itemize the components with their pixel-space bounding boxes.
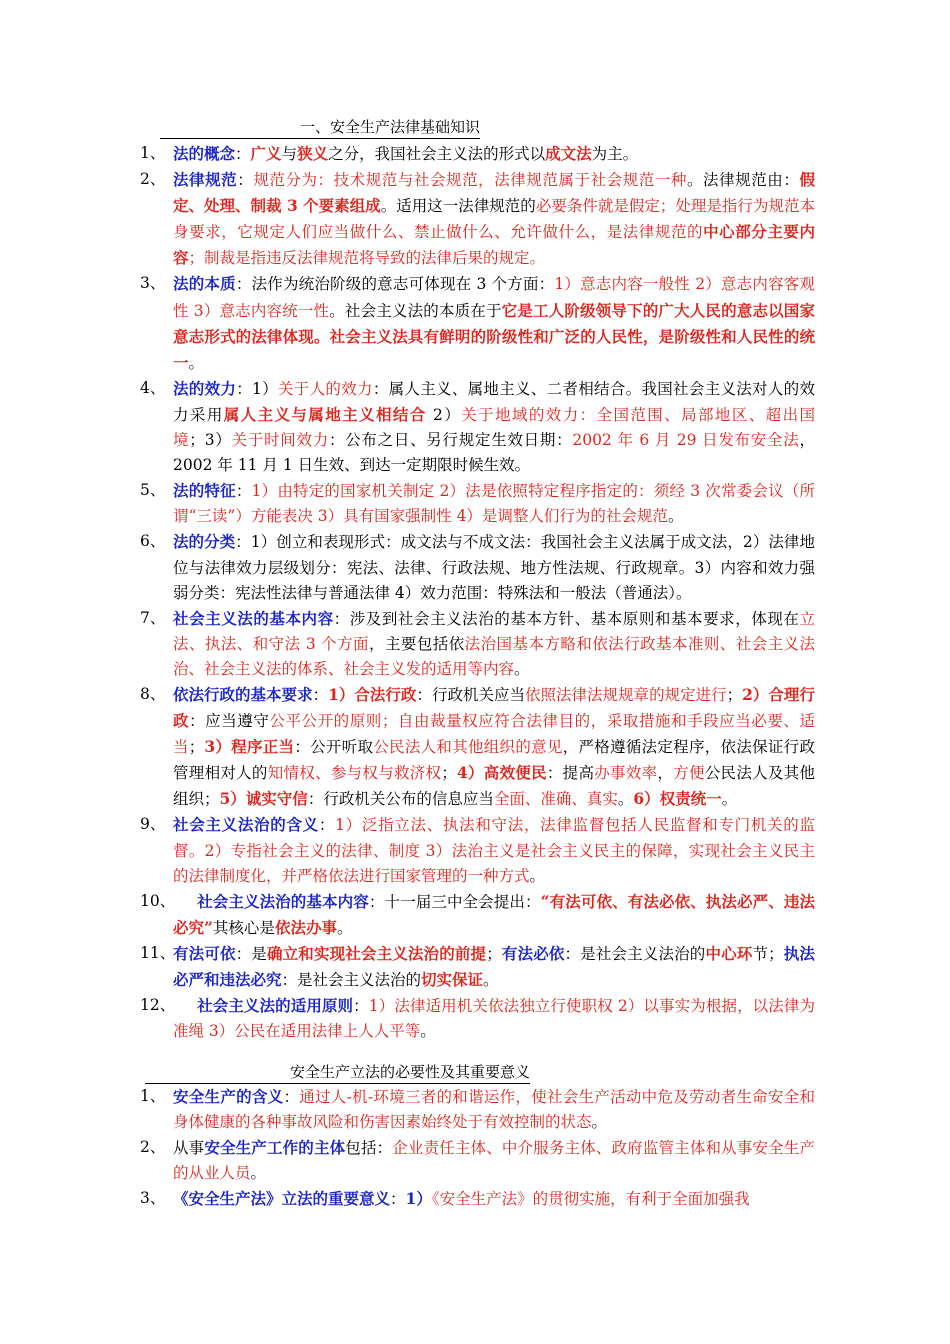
text-run: 规范分为：技术规范与社会规范，法律规范属于社会规范一种 (253, 171, 687, 190)
item-text (173, 529, 815, 605)
text-run: ：提高 (546, 764, 595, 783)
item-number: 9、 (140, 815, 166, 834)
text-run: 它是工人阶级领导下的广大人民的意志以国家意志形式的法律体现。社会主义法具有鲜明的阶级性和广泛的人民性，是阶级性和人民性的统一 (173, 300, 815, 372)
text-run: 执法必严和违法必究 (173, 943, 815, 989)
text-run: 2） (426, 405, 462, 424)
text-run: ：1） (236, 379, 278, 398)
section-heading-2 (145, 1061, 530, 1084)
text-run: 法的概念 (173, 144, 236, 163)
list-item (140, 1186, 815, 1212)
item-number: 2、 (140, 1138, 166, 1157)
text-run: ：公布之日、另行规定生效日期： (328, 431, 573, 450)
text-run: ：1）创立和表现形式：成文法与不成文法：我国社会主义法属于成文法，2）法律地位与法律效力层级划分：宪法、法律、行政法规、地方性法规、行政规章。3）内容和效力强弱分类：宪法性法律与普通法律 4）效力范围：特殊法和一般法（普通法）。 (173, 533, 815, 602)
text-run: ，主要包括依 (369, 634, 465, 653)
text-run: 必要条件就是假定；处理是指行为规范本身要求，它规定人们应当做什么、禁止做什么、允许做什么，是法律规范的 (173, 197, 815, 242)
text-run: 社会主义法治的基本内容 (197, 891, 369, 911)
list-item (140, 376, 815, 478)
text-run: 公民法人和其他组织的意见 (373, 738, 563, 757)
text-run: 。 (529, 866, 546, 885)
list-item (140, 1084, 815, 1135)
item-number: 5、 (140, 481, 166, 500)
text-run: 1）合法行政 (328, 684, 417, 704)
text-run: 。 (188, 353, 205, 372)
item-text (173, 167, 815, 271)
text-run: 企业责任主体、中介服务主体、政府监管主体和从事安全生产的从业人员 (173, 1139, 815, 1183)
text-run: 法律规范 (173, 170, 238, 190)
text-run: 2）合理行政 (173, 684, 815, 731)
item-text (173, 141, 815, 167)
text-run: 。法律规范由： (687, 171, 800, 190)
text-run: ：公开听取 (294, 738, 374, 757)
text-run: 。 (721, 790, 738, 809)
text-run: ；3） (189, 431, 232, 450)
item-text (173, 1186, 815, 1212)
text-run: ：涉及到社会主义法治的基本方针、基本原则和基本要求，体现在 (333, 609, 800, 628)
text-run: 切实保证 (421, 970, 484, 989)
text-run: 公民法人及其他组织； (173, 764, 815, 809)
text-run: 从事 (173, 1139, 205, 1158)
text-run: 《安全生产法》立法的重要意义 (173, 1189, 391, 1209)
text-run: ； (441, 764, 457, 783)
text-run: 为主。 (591, 145, 639, 163)
text-run: ，2002 年 11 月 1 日生效、到达一定期限时候生效。 (173, 431, 815, 475)
text-run: 社会主义法的适用原则 (197, 996, 354, 1016)
text-run: 1）法律适用机关依法独立行使职权 2）以事实为根据，以法律为准绳 3）公民在适用法律上人人平等 (173, 997, 815, 1041)
item-number: 4、 (140, 378, 166, 397)
text-run: ：行政机关应当 (416, 685, 525, 704)
text-run: ；制裁是指违反法律规范将导致的法律后果的规定。 (188, 249, 546, 268)
text-run: 1）泛指立法、执法和守法，法律监督包括人民监督和专门机关的监督。2）专指社会主义的法律、制度 3）法治主义是社会主义民主的保障，实现社会主义民主的法律制度化，并严格依法进行国家管理的一种方式 (173, 816, 815, 885)
text-run: 关于人的效力 (278, 379, 373, 398)
section-heading-1-text: 一、安全生产法律基础知识 (300, 118, 481, 136)
text-run: 4）高效便民 (456, 763, 547, 783)
list-item (140, 606, 815, 682)
text-run: 。社会主义法的本质在于 (329, 301, 502, 320)
text-run: ； (188, 738, 205, 757)
text-run: 。适用这一法律规范的 (380, 197, 536, 216)
text-run: 。 (591, 1113, 608, 1132)
text-run: 办事效率 (594, 764, 658, 783)
text-run: ：应当遵守 (189, 712, 270, 731)
text-run: 。 (483, 971, 499, 989)
item-number: 8、 (140, 684, 166, 703)
text-run: 公平公开的原则；自由裁量权应符合法律目的，采取措施和手段应当必要、适当 (173, 712, 815, 757)
item-text (173, 1135, 815, 1186)
item-number: 6、 (140, 532, 166, 551)
text-run: ： (353, 997, 369, 1016)
text-run: 3）程序正当 (204, 737, 295, 757)
item-text (173, 271, 815, 375)
item-text (173, 478, 815, 529)
item-text (173, 941, 815, 993)
text-run: ，严格遵循法定程序，依法保证行政管理相对人的 (173, 738, 815, 783)
item-number: 1、 (140, 1087, 166, 1105)
text-run: ：是社会主义法治的 (564, 944, 706, 963)
item-text (173, 682, 815, 812)
list-item (140, 141, 815, 167)
text-run: 1）意志内容一般性 2）意志内容客观性 3）意志内容统一性 (173, 275, 815, 320)
knowledge-list (140, 141, 815, 1044)
text-run: 关于地域的效力：全国范围、局部地区、超出国境 (173, 405, 815, 450)
item-number: 7、 (140, 608, 166, 627)
list-item (140, 529, 815, 605)
text-run: ：是 (235, 944, 267, 963)
item-number: 10、 (140, 891, 176, 910)
text-run: ： (237, 171, 254, 190)
text-run: 通过人-机-环境三者的和谐运作，使社会生产活动中危及劳动者生命安全和身体健康的各种事故风险和伤害因素始终处于有效控制的状态 (173, 1088, 815, 1132)
text-run: 广义 (250, 144, 282, 163)
text-run: 狭义 (297, 144, 329, 163)
list-item (140, 1135, 815, 1186)
text-run: ： (318, 816, 336, 835)
text-run: 5）诚实守信 (219, 789, 308, 809)
text-run: 依法办事 (274, 917, 337, 937)
text-run: ：法作为统治阶级的意志可体现在 3 个方面： (235, 275, 555, 294)
text-run: 。 (250, 1164, 267, 1183)
text-run: 有法必依 (501, 943, 565, 963)
item-text (173, 889, 815, 941)
text-run: 立法、执法、和守法 3 个方面 (173, 609, 815, 653)
text-run: 6）权责统一 (633, 789, 722, 809)
legislation-list (140, 1084, 815, 1212)
text-run: ； (726, 685, 743, 704)
item-number: 3、 (140, 274, 166, 293)
text-run: 关于时间效力 (231, 431, 329, 450)
list-item (140, 993, 815, 1044)
text-run: 安全生产的含义 (173, 1087, 284, 1106)
item-text (173, 993, 815, 1044)
text-run: 包括： (345, 1139, 393, 1158)
text-run: 属人主义与属地主义相结合 (223, 404, 427, 424)
text-run: 1）由特定的国家机关制定 2）法是依照特定程序指定的：须经 3 次常委会议（所谓“三读”）方能表决 3）具有国家强制性 4）是调整人们行为的社会规范 (173, 482, 815, 526)
text-run: 其核心是 (212, 918, 275, 937)
text-run: 法的分类 (173, 532, 236, 552)
list-item (140, 941, 815, 993)
text-run: 方便 (673, 764, 705, 783)
text-run: 法的效力 (173, 378, 237, 398)
text-run: 假定、处理、制裁 3 个要素组成 (173, 170, 815, 216)
section-heading-2-text: 安全生产立法的必要性及其重要意义 (290, 1063, 531, 1081)
text-run: 中心部分主要内容 (173, 222, 815, 268)
list-item (140, 682, 815, 812)
list-item (140, 478, 815, 529)
item-number: 3、 (140, 1189, 166, 1208)
text-run: 有法可依 (173, 943, 236, 963)
text-run: ： (283, 1088, 300, 1106)
text-run: 确立和实现社会主义法治的前提 (266, 943, 487, 963)
text-run: ： (390, 1190, 406, 1209)
text-run: 依法行政的基本要求 (173, 684, 313, 704)
section-heading-1 (160, 116, 480, 139)
text-run: ： (235, 482, 252, 501)
text-run: ：行政机关公布的信息应当 (307, 790, 494, 809)
item-text (173, 1084, 815, 1135)
text-run: 中心环 (705, 943, 753, 963)
item-number: 12、 (140, 996, 176, 1015)
text-run: ：属人主义、属地主义、二者相结合。我国社会主义法对人的效力采用 (173, 379, 815, 424)
item-number: 1、 (140, 144, 166, 162)
list-item (140, 812, 815, 888)
text-run: 法的特征 (173, 481, 236, 501)
item-text (173, 606, 815, 682)
text-run: 1） (405, 1189, 432, 1209)
item-text (173, 376, 815, 478)
text-run: 法的本质 (173, 274, 236, 294)
text-run: 2002 年 6 月 29 日发布安全法 (572, 431, 800, 450)
text-run: 依照法律法规规章的规定进行 (525, 685, 727, 704)
text-run: 社会主义法的基本内容 (173, 608, 334, 628)
item-number: 11、 (140, 943, 176, 962)
text-run: ， (657, 764, 674, 783)
text-run: 知情权、参与权与救济权 (267, 764, 442, 783)
text-run: 社会主义法治的含义 (173, 815, 319, 835)
text-run: “有法可依、有法必依、执法必严、违法必究” (173, 891, 815, 937)
item-text (173, 812, 815, 888)
text-run: 。 (617, 790, 634, 809)
text-run: 节； (752, 944, 784, 963)
text-run: 法治国基本方略和依法行政基本准则、社会主义法治、社会主义法的体系、社会主义发的适用等内容 (173, 634, 815, 678)
text-run: ： (312, 685, 329, 704)
text-run: ； (486, 944, 502, 963)
text-run: ：十一届三中全会提出： (368, 892, 541, 911)
text-run: ：是社会主义法治的 (281, 971, 422, 989)
text-run: 。 (667, 507, 684, 526)
list-item (140, 167, 815, 271)
text-run: 安全生产工作的主体 (204, 1138, 346, 1158)
item-number: 2、 (140, 170, 166, 189)
text-run: ： (235, 145, 251, 163)
text-run: 与 (281, 145, 298, 163)
text-run: 之分，我国社会主义法的形式以 (328, 145, 546, 163)
list-item (140, 271, 815, 375)
text-run: 。 (336, 918, 353, 937)
text-run: 全面、准确、真实 (493, 790, 618, 809)
text-run: 《安全生产法》的贯彻实施，有利于全面加强我 (431, 1190, 750, 1209)
text-run: 。 (420, 1022, 436, 1041)
text-run: 成文法 (545, 144, 592, 163)
text-run: 。 (514, 659, 530, 678)
list-item (140, 889, 815, 941)
